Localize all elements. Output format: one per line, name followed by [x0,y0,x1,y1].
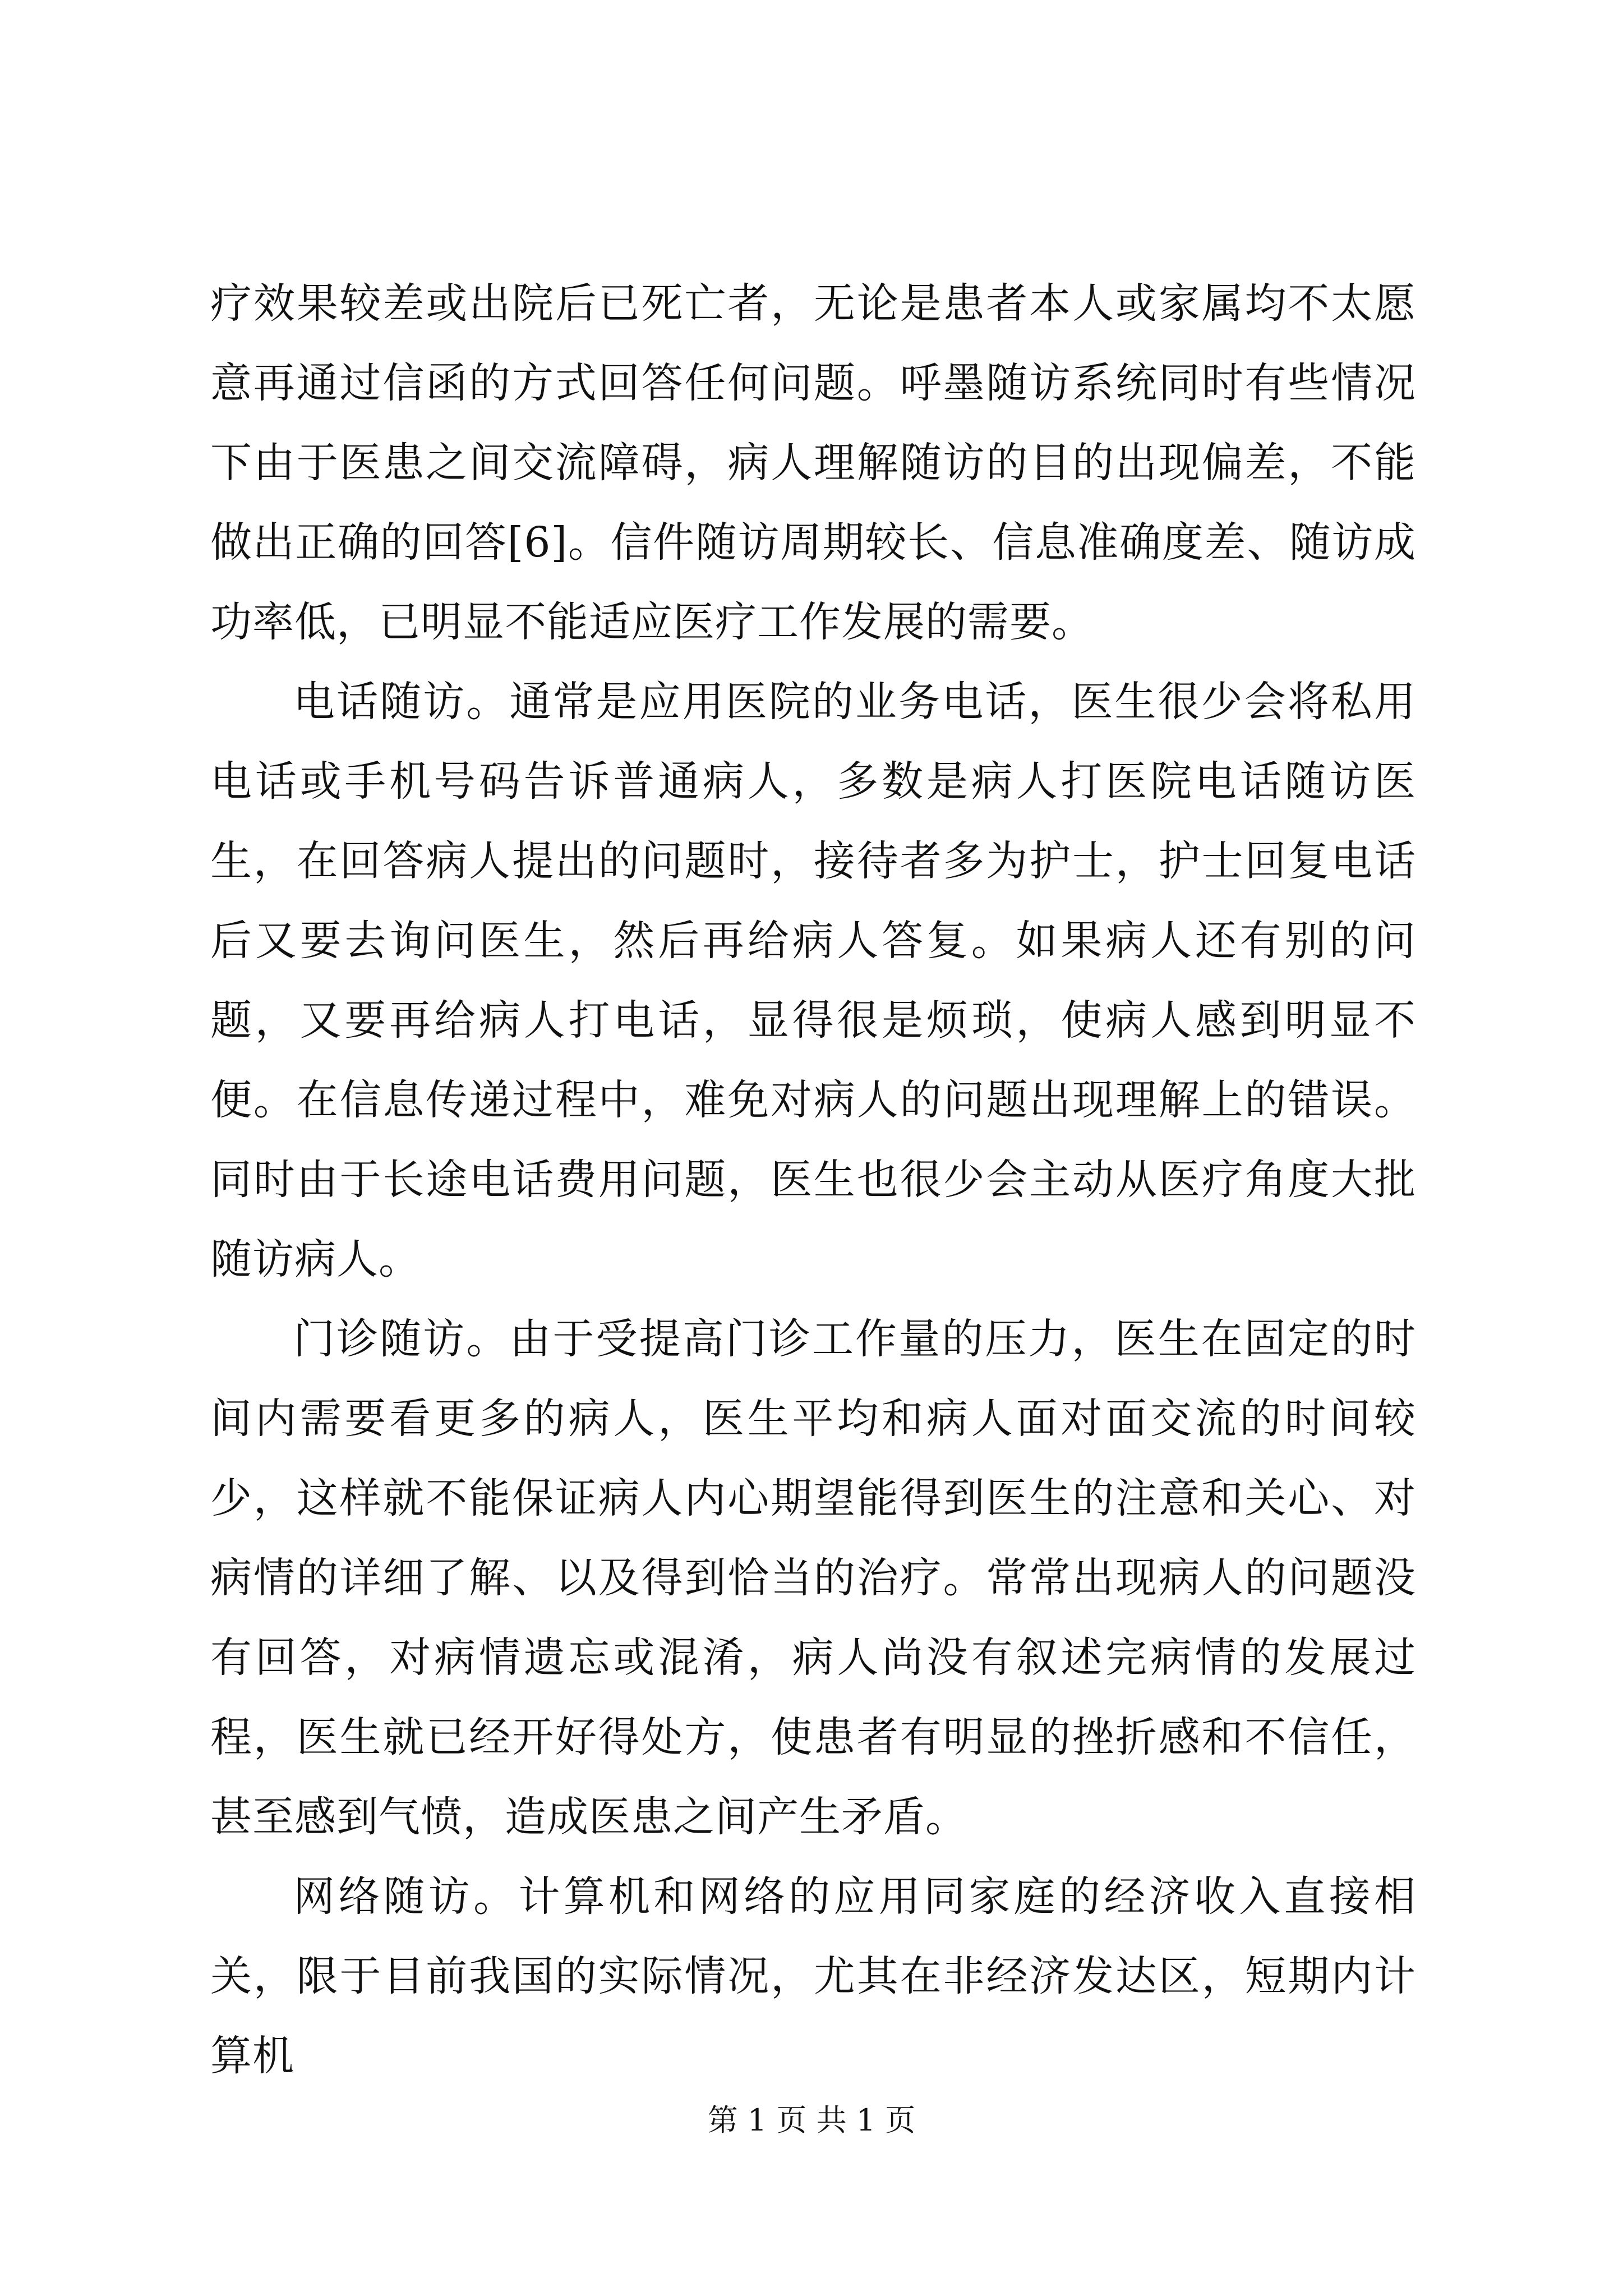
paragraph-clinic-followup: 门诊随访。由于受提高门诊工作量的压力，医生在固定的时间内需要看更多的病人，医生平均和病人面对面交流的时间较少，这样就不能保证病人内心期望能得到医生的注意和关心、对病情的详细了解、以及得到恰当的治疗。常常出现病人的问题没有回答，对病情遗忘或混淆，病人尚没有叙述完病情的发展过程，医生就已经开好得处方，使患者有明显的挫折感和不信任，甚至感到气愤，造成医患之间产生矛盾。 [210,1315,1416,1841]
paragraph-network-followup: 网络随访。计算机和网络的应用同家庭的经济收入直接相关，限于目前我国的实际情况，尤其在非经济发达区，短期内计算机 [210,1872,1416,2080]
page-footer: 第 1 页 共 1 页 [707,2102,916,2138]
paragraph-phone-followup: 电话随访。通常是应用医院的业务电话，医生很少会将私用电话或手机号码告诉普通病人，多数是病人打医院电话随访医生，在回答病人提出的问题时，接待者多为护士，护士回复电话后又要去询问医生，然后再给病人答复。如果病人还有别的问题，又要再给病人打电话，显得很是烦琐，使病人感到明显不便。在信息传递过程中，难免对病人的问题出现理解上的错误。同时由于长途电话费用问题，医生也很少会主动从医疗角度大批随访病人。 [210,678,1416,1283]
body-text [210,264,1416,2096]
paragraph-letter-followup-end: 疗效果较差或出院后已死亡者，无论是患者本人或家属均不太愿意再通过信函的方式回答任何问题。呼墨随访系统同时有些情况下由于医患之间交流障碍，病人理解随访的目的出现偏差，不能做出正确的回答[6]。信件随访周期较长、信息准确度差、随访成功率低，已明显不能适应医疗工作发展的需要。 [210,279,1416,646]
